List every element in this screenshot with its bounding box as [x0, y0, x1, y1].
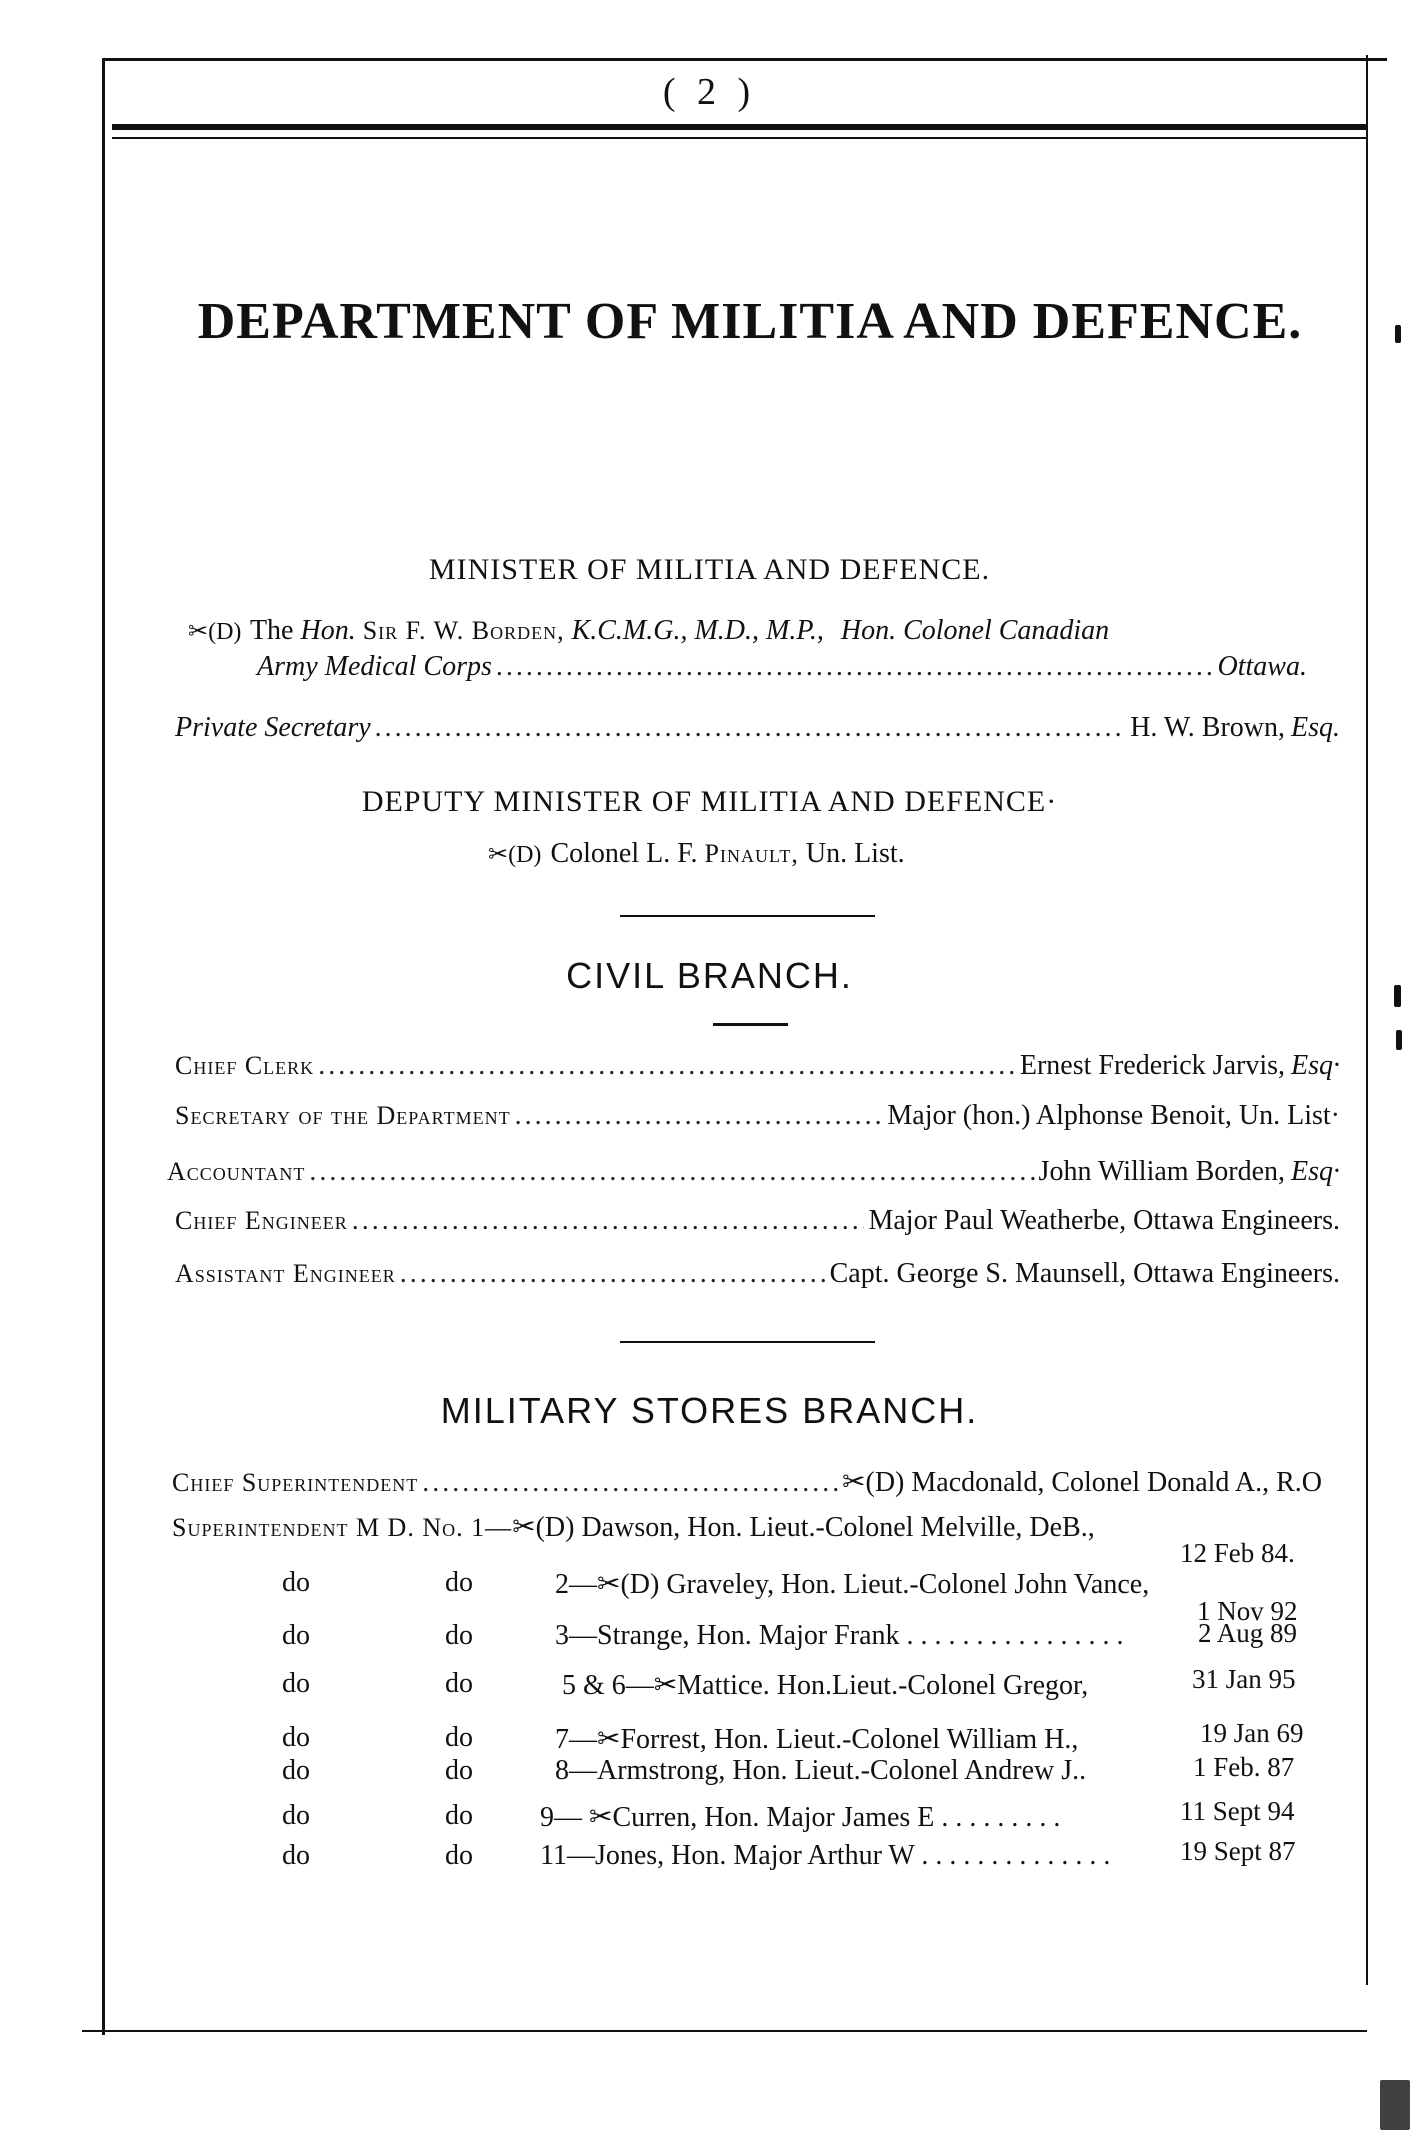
civil-row-suffix: Esq·: [1291, 1156, 1340, 1187]
ditto-col-1: do: [282, 1620, 310, 1651]
ditto-col-2: do: [445, 1800, 473, 1831]
minister-appointment-2: Army Medical Corps: [257, 651, 492, 682]
leader-dots: [400, 1258, 826, 1290]
civil-row: [175, 1205, 1340, 1237]
stores-entry: 11—Jones, Hon. Major Arthur W . . . . . . . . . . . . . .: [540, 1840, 1111, 1871]
private-secretary-row: [175, 712, 1340, 744]
private-secretary-label: Private Secretary: [175, 712, 371, 743]
superintendent-row: [172, 1510, 1095, 1544]
heading-underline: [713, 1023, 788, 1026]
section-divider: [620, 1341, 875, 1343]
minister-heading: MINISTER OF MILITIA AND DEFENCE.: [428, 553, 991, 586]
leader-dots: [422, 1467, 838, 1499]
civil-row-label: Secretary of the Department: [175, 1101, 511, 1130]
deputy-surname: Pinault,: [704, 839, 799, 868]
ditto-col-2: do: [445, 1620, 473, 1651]
private-secretary-name: H. W. Brown,: [1130, 712, 1285, 743]
leader-dots: [309, 1156, 1034, 1188]
ditto-col-1: do: [282, 1722, 310, 1753]
stores-entry-date: 1 Nov 92: [1197, 1596, 1298, 1626]
stores-entry: 3—Strange, Hon. Major Frank . . . . . . . . . . . . . . . .: [555, 1620, 1124, 1651]
chief-superintendent-label: Chief Superintendent: [172, 1468, 419, 1497]
ditto-col-1: do: [282, 1755, 310, 1786]
page-frame-left: [102, 60, 105, 2035]
stores-entry-date: 31 Jan 95: [1192, 1664, 1296, 1694]
minister-place: Ottawa.: [1217, 651, 1307, 682]
stores-entry: 2—✂(D) Graveley, Hon. Lieut.-Colonel John Vance,: [555, 1569, 1150, 1600]
minister-line-2: [257, 651, 1307, 683]
civil-row-label: Chief Clerk: [175, 1051, 315, 1080]
stores-entry: 9— ✂Curren, Hon. Major James E . . . . . . . . .: [540, 1802, 1061, 1833]
civil-row: [175, 1258, 1340, 1290]
leader-dots: [318, 1050, 1016, 1082]
leader-dots: [515, 1100, 884, 1132]
civil-row: [175, 1050, 1340, 1082]
chief-superintendent-value: ✂(D) Macdonald, Colonel Donald A., R.O: [842, 1467, 1322, 1498]
section-divider: [620, 915, 875, 917]
page-title: DEPARTMENT OF MILITIA AND DEFENCE.: [197, 293, 1303, 350]
header-rule-thick: [112, 124, 1366, 130]
scan-speck: [1396, 1030, 1402, 1050]
minister-honours: K.C.M.G., M.D., M.P.,: [571, 615, 824, 646]
superintendent-date: 12 Feb 84.: [1180, 1538, 1295, 1568]
stores-entry: 5 & 6—✂Mattice. Hon.Lieut.-Colonel Gregor,: [562, 1670, 1089, 1701]
deputy-suffix: Un. List.: [805, 838, 905, 869]
page-frame-right: [1366, 55, 1368, 1985]
stores-branch-heading: MILITARY STORES BRANCH.: [440, 1390, 979, 1431]
stores-entry: 8—Armstrong, Hon. Lieut.-Colonel Andrew J..: [555, 1755, 1087, 1786]
deputy-rank: Colonel L. F.: [550, 838, 698, 869]
private-secretary-suffix: Esq.: [1291, 712, 1340, 743]
civil-row-suffix: Esq·: [1291, 1050, 1340, 1081]
scan-speck: [1395, 325, 1401, 343]
minister-appointment-1: Hon. Colonel Canadian: [840, 615, 1110, 646]
ditto-col-2: do: [445, 1840, 473, 1871]
civil-row-value: Ernest Frederick Jarvis,: [1019, 1050, 1285, 1081]
civil-row: [175, 1100, 1340, 1132]
civil-branch-heading: CIVIL BRANCH.: [566, 955, 853, 996]
minister-name: Sir F. W. Borden,: [362, 616, 565, 645]
ditto-col-1: do: [282, 1800, 310, 1831]
civil-row-value: Capt. George S. Maunsell, Ottawa Engineers.: [829, 1258, 1340, 1289]
stores-entry-date: 1 Feb. 87: [1193, 1752, 1295, 1782]
civil-row-value: John William Borden,: [1038, 1156, 1285, 1187]
stores-entry-date: 11 Sept 94: [1180, 1796, 1295, 1826]
chief-superintendent-row: [172, 1465, 1322, 1499]
scan-speck: [1394, 985, 1401, 1007]
scan-speck: [1380, 2080, 1410, 2130]
page-frame-top: [102, 58, 1387, 61]
deputy-heading: DEPUTY MINISTER OF MILITIA AND DEFENCE·: [361, 785, 1058, 818]
page-number: ( 2 ): [662, 71, 757, 113]
civil-row: [167, 1156, 1340, 1188]
deputy-line: [488, 838, 905, 870]
stores-entry-date: 2 Aug 89: [1198, 1618, 1298, 1648]
stores-entry-date: 19 Jan 69: [1200, 1718, 1304, 1748]
stores-entry: 7—✂Forrest, Hon. Lieut.-Colonel William H.,: [555, 1724, 1079, 1755]
leader-dots: [352, 1205, 865, 1237]
civil-row-value: Major (hon.) Alphonse Benoit, Un. List·: [887, 1100, 1340, 1131]
minister-prefix: The: [249, 615, 294, 646]
civil-row-label: Chief Engineer: [175, 1206, 348, 1235]
minister-hon: Hon.: [300, 615, 356, 646]
leader-dots: [496, 651, 1214, 683]
minister-line-1: [188, 615, 1109, 647]
ditto-col-1: do: [282, 1668, 310, 1699]
page-frame-bottom: [82, 2030, 1367, 2032]
superintendent-value: ✂(D) Dawson, Hon. Lieut.-Colonel Melville, DeB.,: [512, 1512, 1095, 1543]
civil-row-value: Major Paul Weatherbe, Ottawa Engineers.: [868, 1205, 1340, 1236]
civil-row-label: Assistant Engineer: [175, 1259, 396, 1288]
superintendent-label: Superintendent M D. No. 1—: [172, 1513, 513, 1542]
ditto-col-1: do: [282, 1567, 310, 1598]
ditto-col-1: do: [282, 1840, 310, 1871]
ditto-col-2: do: [445, 1567, 473, 1598]
leader-dots: [375, 712, 1127, 744]
header-rule-thin: [112, 137, 1366, 139]
civil-row-label: Accountant: [167, 1157, 306, 1186]
scissors-d-icon: ✂(D): [488, 842, 542, 868]
stores-entry-date: 19 Sept 87: [1180, 1836, 1296, 1866]
ditto-col-2: do: [445, 1722, 473, 1753]
scissors-d-icon: ✂(D): [188, 619, 242, 645]
ditto-col-2: do: [445, 1755, 473, 1786]
ditto-col-2: do: [445, 1668, 473, 1699]
